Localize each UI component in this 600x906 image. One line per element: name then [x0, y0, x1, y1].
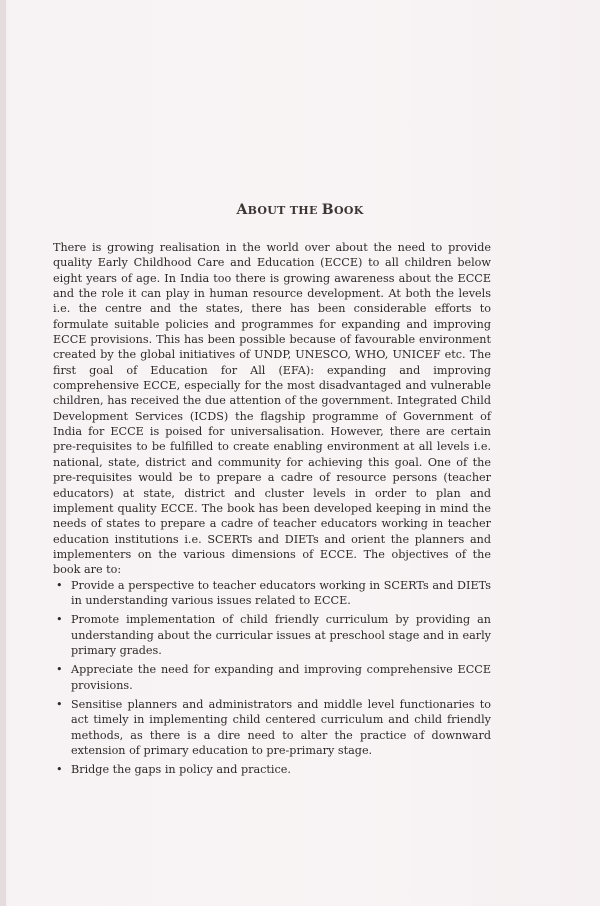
- heading-initial-a: A: [236, 202, 248, 218]
- page-binding-edge: [0, 0, 6, 906]
- heading-word-about: BOUT THE: [247, 204, 322, 217]
- bullet-icon: •: [56, 697, 63, 711]
- bullet-icon: •: [56, 578, 63, 592]
- bullet-icon: •: [56, 663, 63, 677]
- heading-initial-b: B: [321, 202, 334, 218]
- objective-text: Sensitise planners and administrators and middle level functionaries to act timely in implementing child centered curriculum and child friendly methods, as there is a dire need to alter the practice of downward extension of primary education to pre-primary stage.: [71, 697, 491, 757]
- body-text: [53, 240, 491, 782]
- intro-paragraph: There is growing realisation in the world over about the need to provide quality Early Childhood Care and Education (ECCE) to all children below eight years of age. In India too there is growing awareness about the ECCE and the role it can play in human resource development. At both the levels i.e. the centre and the states, there has been considerable efforts to formulate suitable policies and programmes for expanding and improving ECCE provisions. This has been possible because of favourable environment created by the global initiatives of UNDP, UNESCO, WHO, UNICEF etc. The first goal of Education for All (EFA): expanding and improving comprehensive ECCE, especially for the most disadvantaged and vulnerable children, has received the due attention of the government. Integrated Child Development Services (ICDS) the flagship programme of Government of India for ECCE is poised for universalisation. However, there are certain pre-requisites to be fulfilled to create enabling environment at all levels i.e. national, state, district and community for achieving this goal. One of the pre-requisites would be to prepare a cadre of resource persons (teacher educators) at state, district and cluster levels in order to plan and implement quality ECCE. The book has been developed keeping in mind the needs of states to prepare a cadre of teacher educators working in teacher education institutions i.e. SCERTs and DIETs and orient the planners and implementers on the various dimensions of ECCE. The objectives of the book are to:: [53, 241, 491, 577]
- heading-word-book: OOK: [333, 204, 364, 217]
- section-heading: [0, 202, 600, 218]
- bullet-icon: •: [56, 613, 63, 627]
- objective-item: [53, 578, 491, 609]
- objective-text: Promote implementation of child friendly curriculum by providing an understanding about the curricular issues at preschool stage and in early primary grades.: [71, 613, 491, 657]
- objective-item: [53, 612, 491, 658]
- bullet-icon: •: [56, 763, 63, 777]
- objective-text: Provide a perspective to teacher educators working in SCERTs and DIETs in understanding various issues related to ECCE.: [71, 578, 491, 607]
- objective-item: [53, 697, 491, 758]
- objective-text: Bridge the gaps in policy and practice.: [71, 763, 291, 777]
- objectives-list: [53, 578, 491, 778]
- objective-item: [53, 762, 491, 777]
- objective-item: [53, 662, 491, 693]
- objective-text: Appreciate the need for expanding and improving comprehensive ECCE provisions.: [71, 663, 491, 692]
